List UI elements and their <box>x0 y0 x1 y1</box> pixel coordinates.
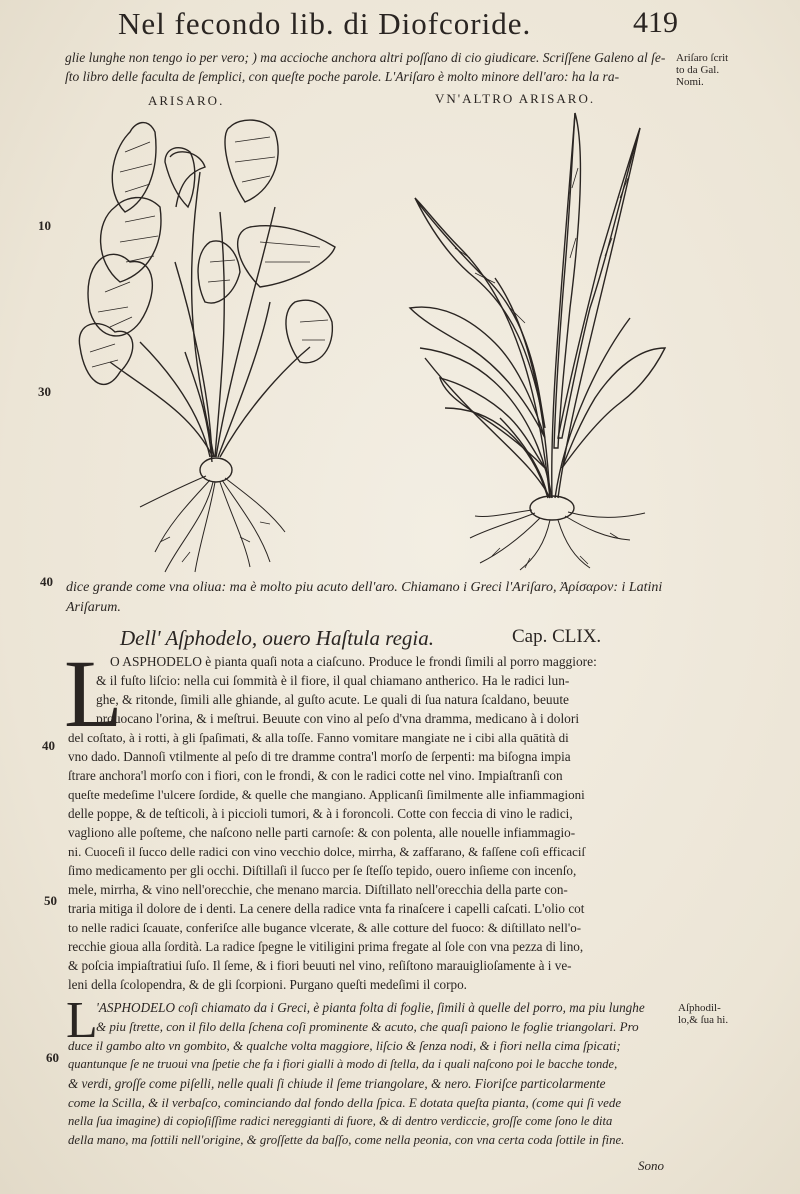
italic-dropcap: L <box>66 992 98 1049</box>
line-number: 60 <box>46 1050 59 1065</box>
body-line-11: ni. Cuoceſi il ſucco delle radici con vino vecchio dolce, mirrha, & zaffarano, & faſſene coſi efficaciſ <box>68 844 586 859</box>
margin-note-line: Nomi. <box>676 76 704 88</box>
header-title: Nel fecondo lib. di Diofcoride. <box>118 6 532 41</box>
body-line-18: leni della ſcolopendra, & de gli ſcorpioni. Purgano queſti medeſimi il corpo. <box>68 977 467 992</box>
line-number: 50 <box>44 893 57 908</box>
body-line-2: & il fuſto liſcio: nella cui ſommità è il fiore, il qual chiamano antherico. Ha le radici lun- <box>96 673 570 688</box>
commentary-line-8: della mano, ma ſottili nell'origine, & groſſette da baſſo, come nella peonia, con vna certa coda ſottile in fine. <box>68 1133 625 1147</box>
margin-note-line: Aſphodil- <box>678 1002 721 1014</box>
after-figure-line-1: dice grande come vna oliua: ma è molto piu acuto dell'aro. Chiamano i Greci l'Ariſaro, Ἀρίσαρον: i Latini <box>66 580 663 595</box>
figure-caption-right: VN'ALTRO ARISARO. <box>435 91 596 106</box>
margin-note-line: lo,& ſua hi. <box>678 1014 729 1026</box>
arisaro-woodcut <box>70 112 340 582</box>
figure-caption-left: ARISARO. <box>148 93 225 108</box>
arisaro-alt-woodcut <box>400 108 670 578</box>
body-line-14: traria mitiga il dolore de i denti. La cenere della radice vnta fa rinaſcere i capelli caſcati. L'olio cot <box>68 901 585 916</box>
page-number: 419 <box>633 6 678 39</box>
margin-note-line: to da Gal. <box>676 64 720 76</box>
body-line-6: vno dado. Dannoſi vtilmente al peſo di tre dramme contra'l morſo de ſerpenti: ma biſogna impia <box>68 749 571 764</box>
body-line-5: del coſtato, à i rotti, à gli ſpaſimati, & alla toſſe. Fanno vomitare mangiate ne i cibi alla quātità di <box>68 730 569 745</box>
intro-line-1: glie lunghe non tengo io per vero; ) ma accioche anchora altri poſſano di cio giudicare. Scriſſene Galeno al ſe- <box>65 50 666 65</box>
commentary-line-7: nella ſua imagine) di copioſiſſime radici nereggianti di fuore, & di dentro verdiccie, groſſe come ſono le dita <box>68 1114 613 1128</box>
body-line-13: mele, mirrha, & vino nell'orecchie, che menano marcia. Diſtillato nell'orecchia della parte con- <box>68 882 568 897</box>
commentary-line-4: quantunque ſe ne truoui vna ſpetie che fa i fiori gialli à modo di ſtella, da i quali naſcono poi le bacche tonde, <box>68 1057 618 1071</box>
body-line-1: O ASPHODELO è pianta quaſi nota a ciaſcuno. Produce le frondi ſimili al porro maggiore: <box>110 654 597 669</box>
roman-dropcap: L <box>64 640 123 747</box>
body-line-4: prouocano l'orina, & i meſtrui. Beuute con vino al peſo d'vna dramma, medicano à i dolori <box>96 711 580 726</box>
intro-line-2: ſto libro delle faculta de ſemplici, con queſte poche parole. L'Ariſaro è molto minore dell'aro: ha la ra- <box>65 69 620 84</box>
chapter-number: Cap. CLIX. <box>512 626 602 647</box>
commentary-line-6: come la Scilla, & il verbaſco, cominciando dal fondo della ſpica. E dotata queſta pianta, (come qui ſi vede <box>68 1095 622 1110</box>
body-line-8: queſte medeſime l'ulcere ſordide, & quelle che mangiano. Applicanſi ſimilmente alle infiammagioni <box>68 787 585 802</box>
body-line-16: recchie gioua alla ſordità. La radice ſpegne le vitiligini prima fregate al ſole con vna pezza di lino, <box>68 939 584 954</box>
after-figure-line-2: Ariſarum. <box>66 600 121 615</box>
commentary-line-2: & piu ſtrette, con il filo della ſchena coſi prominente & acuto, che quaſi paiono le foglie triangolari. Pro <box>96 1019 639 1034</box>
body-line-15: to nelle radici ſcauate, conferiſce alle bugance vlcerate, & alle cotture del fuoco: & diſtillato nell'o- <box>68 920 582 935</box>
chapter-title: Dell' Aſphodelo, ouero Haſtula regia. <box>120 626 435 650</box>
margin-note-line: Ariſaro ſcrit <box>676 52 729 64</box>
line-number: 10 <box>38 218 51 233</box>
catchword: Sono <box>638 1158 664 1173</box>
line-number: 40 <box>40 574 53 589</box>
line-number: 30 <box>38 384 51 399</box>
body-line-9: delle poppe, & de teſticoli, à i piccioli tumori, & à i foroncoli. Cotte con feccia di vino le radici, <box>68 806 573 821</box>
body-line-12: ſimo medicamento per gli occhi. Diſtillaſi il ſucco per ſe ſteſſo tepido, ouero inſieme con incenſo, <box>68 863 577 878</box>
body-line-10: vagliono alle poſteme, che naſcono nelle parti carnoſe: & con polenta, alle nouelle infiammagio- <box>68 825 576 840</box>
commentary-line-3: duce il gambo alto vn gombito, & qualche volta maggiore, liſcio & ſenza nodi, & i fiori nella cima ſpicati; <box>68 1038 621 1053</box>
body-line-17: & poſcia impiaſtratiui ſuſo. Il ſeme, & i fiori beuuti nel vino, reſiſtono marauiglioſamente à i ve- <box>68 958 572 973</box>
margin-note-asphodel <box>678 1002 728 1026</box>
body-line-3: ghe, & ritonde, ſimili alle ghiande, al guſto acute. Le quali di ſua natura ſcaldano, beuute <box>96 692 569 707</box>
commentary-line-5: & verdi, groſſe come piſelli, nelle quali ſi chiude il ſeme triangolare, & nero. Fioriſce particolarmente <box>68 1076 606 1091</box>
body-line-7: ſtrare anchora'l morſo con i fiori, con le frondi, & con le radici cotte nel vino. Impiaſtranſi con <box>68 768 563 783</box>
commentary-line-1: 'ASPHODELO coſi chiamato da i Greci, è pianta folta di foglie, ſimili à quelle del porro, ma piu lunghe <box>96 1000 645 1015</box>
running-header <box>118 6 678 46</box>
line-number: 40 <box>42 738 55 753</box>
margin-note-arisaro <box>676 52 728 88</box>
